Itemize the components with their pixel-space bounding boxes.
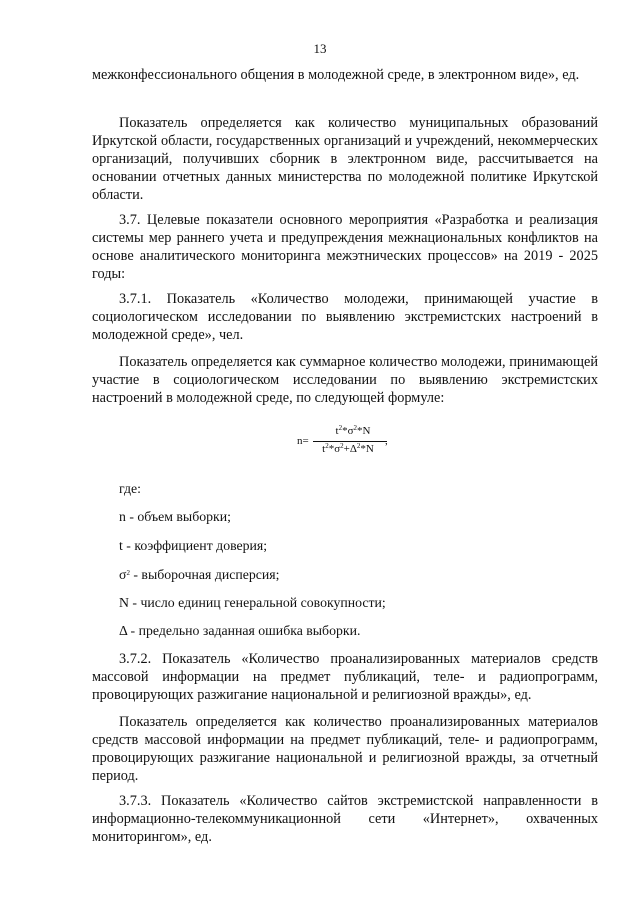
definition-n: n - объем выборки; [119, 509, 231, 524]
page-number: 13 [313, 41, 327, 56]
definition-delta: Δ - предельно заданная ошибка выборки. [119, 623, 361, 638]
paragraph-3-7-1: 3.7.1. Показатель «Количество молодежи, принимающей участие в социологическом исследовании по выявлению экстремистских настроений в молодежной среде», чел. [92, 291, 598, 343]
paragraph-3-7: 3.7. Целевые показатели основного мероприятия «Разработка и реализация системы мер раннего учета и предупреждения межнациональных конфликтов на основе аналитического мониторинга межэтнических процессов» на 2019 - 2025 годы: [92, 212, 598, 282]
formula-denominator: $t^2*\sigma^2+\Delta^2*N$ [322, 442, 374, 455]
definition-N: N - число единиц генеральной совокупности; [119, 595, 386, 610]
paragraph-continuation: межконфессионального общения в молодежной среде, в электронном виде», ед. [92, 67, 580, 83]
formula-numerator: $t^2*\sigma^2*N$ [335, 424, 371, 437]
paragraph-3-7-2-definition: Показатель определяется как количество проанализированных материалов средств массовой информации на предмет публикаций, теле- и радиопрограмм, провоцирующих разжигание национальной и религиозной вражды, за отчетный период. [92, 714, 598, 784]
where-label: где: [119, 481, 141, 496]
formula-lhs: n= [297, 435, 309, 447]
definition-t: t - коэффициент доверия; [119, 538, 268, 553]
formula-comma: , [385, 435, 388, 447]
paragraph-3-7-2: 3.7.2. Показатель «Количество проанализированных материалов средств массовой информации на предмет публикаций, теле- и радиопрограмм, провоцирующих разжигание национальной и религиозной вражды», ед. [92, 651, 598, 703]
sample-size-formula [297, 422, 437, 468]
definition-sigma: $\sigma^2$ - выборочная дисперсия; [119, 567, 280, 582]
paragraph-3-7-3: 3.7.3. Показатель «Количество сайтов экстремистской направленности в информационно-телекоммуникационной сети «Интернет», охваченных мониторингом», ед. [92, 793, 598, 845]
paragraph-formula-intro: Показатель определяется как суммарное количество молодежи, принимающей участие в социологическом исследовании по выявлению экстремистских настроений в молодежной среде, по следующей формуле: [92, 354, 598, 406]
paragraph-indicator-definition: Показатель определяется как количество муниципальных образований Иркутской области, государственных организаций и учреждений, некоммерческих организаций, получивших сборник в электронном виде, рассчитывается на основании отчетных данных министерства по молодежной политике Иркутской области. [92, 115, 598, 203]
